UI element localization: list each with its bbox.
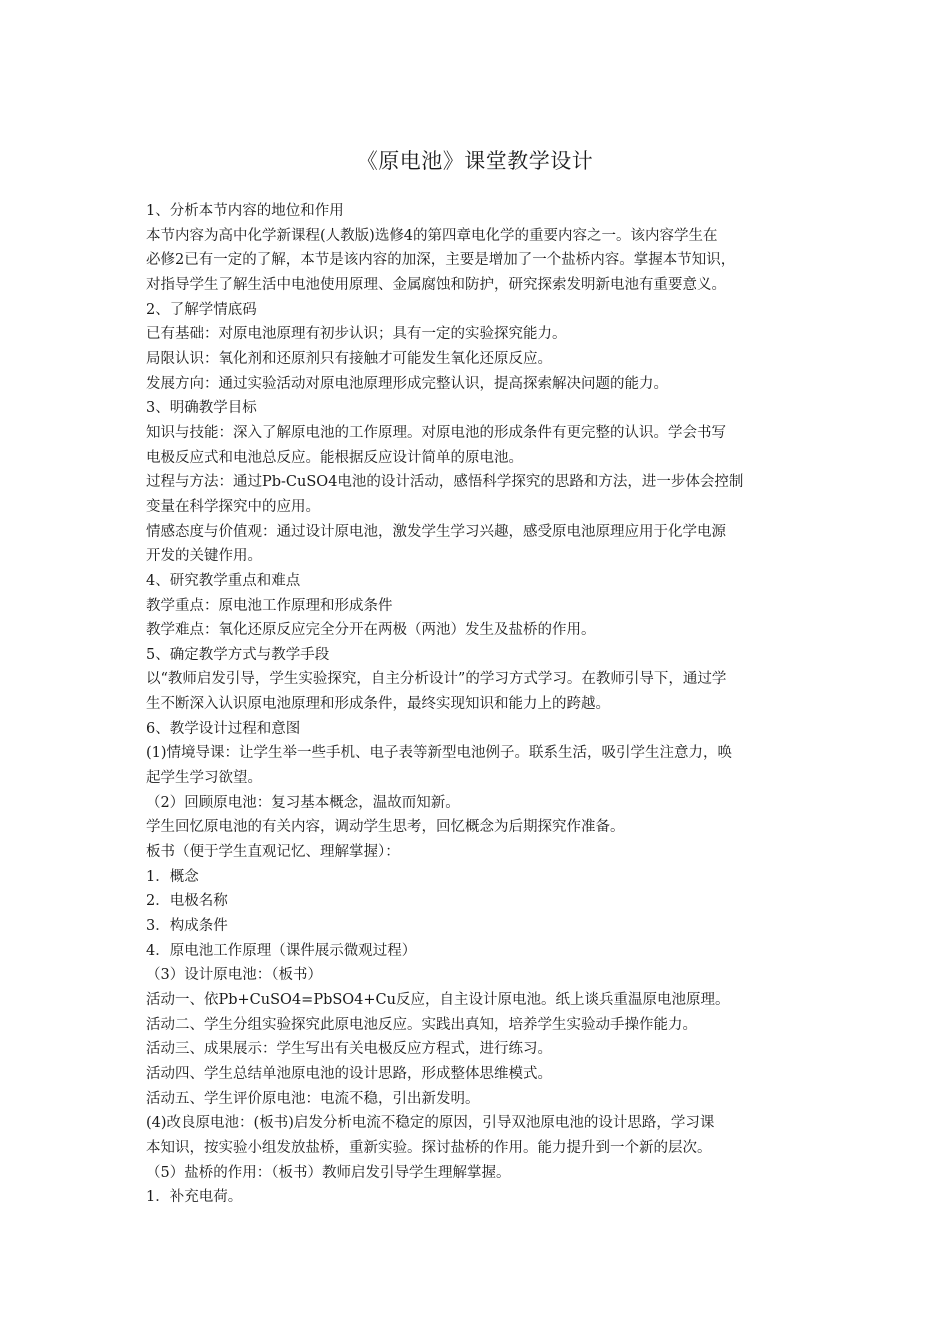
text-line: 板书（便于学生直观记忆、理解掌握）： [146, 844, 400, 861]
text-line: (1)情境导课：让学生举一些手机、电子表等新型电池例子。联系生活，吸引学生注意力，唤 [146, 745, 733, 762]
document-body [146, 199, 810, 1210]
text-line: 开发的关键作用。 [146, 548, 262, 565]
text-line: 4．原电池工作原理（课件展示微观过程） [146, 942, 417, 959]
text-line: 局限认识：氧化剂和还原剂只有接触才可能发生氧化还原反应。 [146, 350, 552, 367]
document-title: 《原电池》课堂教学设计 [356, 149, 594, 173]
text-line: 教学难点：氧化还原反应完全分开在两极（两池）发生及盐桥的作用。 [146, 622, 596, 639]
text-line: 已有基础：对原电池原理有初步认识；具有一定的实验探究能力。 [146, 326, 567, 343]
text-line: 过程与方法：通过Pb-CuSO4电池的设计活动，感悟科学探究的思路和方法，进一步体会控制 [146, 474, 744, 491]
text-line: 2．电极名称 [146, 893, 228, 910]
text-line: 本节内容为高中化学新课程(人教版)选修4的第四章电化学的重要内容之一。该内容学生在 [146, 227, 718, 244]
text-line: 发展方向：通过实验活动对原电池原理形成完整认识，提高探索解决问题的能力。 [146, 375, 668, 392]
text-line: 活动四、学生总结单池原电池的设计思路，形成整体思维模式。 [146, 1065, 552, 1082]
text-line: 学生回忆原电池的有关内容，调动学生思考，回忆概念为后期探究作准备。 [146, 819, 625, 836]
text-line: （2）回顾原电池：复习基本概念，温故而知新。 [146, 794, 460, 811]
text-line: 1、分析本节内容的地位和作用 [146, 203, 344, 219]
text-line: 活动三、成果展示：学生写出有关电极反应方程式，进行练习。 [146, 1041, 552, 1058]
text-line: （3）设计原电池：（板书） [146, 967, 322, 984]
text-line: 对指导学生了解生活中电池使用原理、金属腐蚀和防护，研究探索发明新电池有重要意义。 [146, 276, 726, 293]
text-line: 3．构成条件 [146, 918, 228, 935]
text-line: 1．概念 [146, 868, 199, 885]
text-line: 起学生学习欲望。 [146, 770, 262, 787]
text-line: 生不断深入认识原电池原理和形成条件，最终实现知识和能力上的跨越。 [146, 696, 610, 713]
text-line: 活动五、学生评价原电池：电流不稳，引出新发明。 [146, 1090, 480, 1107]
text-line: 知识与技能：深入了解原电池的工作原理。对原电池的形成条件有更完整的认识。学会书写 [146, 424, 726, 441]
text-line: 5、确定教学方式与教学手段 [146, 646, 330, 663]
text-line: 情感态度与价值观：通过设计原电池，激发学生学习兴趣，感受原电池原理应用于化学电源 [146, 523, 726, 540]
text-line: 4、研究教学重点和难点 [146, 572, 301, 589]
text-line: （5）盐桥的作用：（板书）教师启发引导学生理解掌握。 [146, 1164, 511, 1181]
text-line: 变量在科学探究中的应用。 [146, 498, 320, 515]
text-line: (4)改良原电池：(板书)启发分析电流不稳定的原因，引导双池原电池的设计思路，学习课 [146, 1115, 715, 1132]
text-line: 以“教师启发引导，学生实验探究，自主分析设计”的学习方式学习。在教师引导下，通过学 [146, 671, 727, 688]
text-line: 1．补充电荷。 [146, 1189, 243, 1206]
text-line: 电极反应式和电池总反应。能根据反应设计简单的原电池。 [146, 449, 523, 466]
text-line: 本知识，按实验小组发放盐桥，重新实验。探讨盐桥的作用。能力提升到一个新的层次。 [146, 1139, 712, 1156]
text-line: 活动一、依Pb+CuSO4=PbSO4+Cu反应，自主设计原电池。纸上谈兵重温原电池原理。 [146, 992, 730, 1008]
text-line: 2、了解学情底码 [146, 301, 257, 318]
text-line: 必修2已有一定的了解，本节是该内容的加深，主要是增加了一个盐桥内容。掌握本节知识， [146, 252, 736, 269]
text-line: 6、教学设计过程和意图 [146, 720, 301, 737]
text-line: 3、明确教学目标 [146, 400, 257, 417]
text-line: 活动二、学生分组实验探究此原电池反应。实践出真知，培养学生实验动手操作能力。 [146, 1016, 697, 1033]
text-line: 教学重点：原电池工作原理和形成条件 [146, 597, 393, 614]
